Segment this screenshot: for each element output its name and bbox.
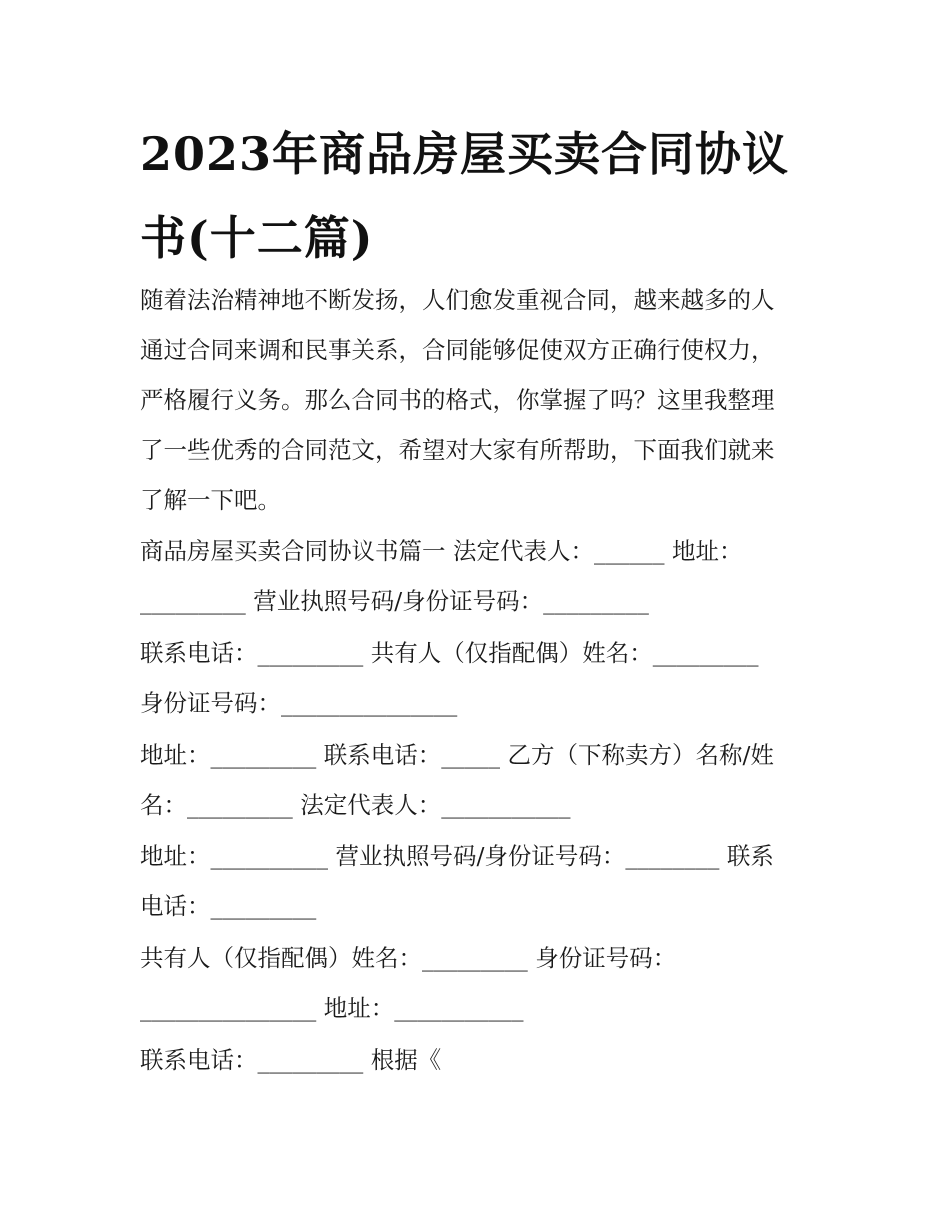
form-line-2: _________ 营业执照号码/身份证号码：_________ [140, 587, 649, 615]
form-line-1: 商品房屋买卖合同协议书篇一 法定代表人：______ 地址： [140, 537, 743, 565]
document-title [140, 112, 820, 280]
intro-line-4: 了一些优秀的合同范文，希望对大家有所帮助，下面我们就来 [140, 436, 775, 464]
form-line-11: 联系电话：_________ 根据《 [140, 1046, 442, 1074]
form-line-6: 名：_________ 法定代表人：___________ [140, 791, 571, 819]
form-line-3: 联系电话：_________ 共有人（仅指配偶）姓名：_________ [140, 639, 759, 667]
form-line-5: 地址：_________ 联系电话：_____ 乙方（下称卖方）名称/姓 [140, 741, 774, 769]
form-line-7: 地址：__________ 营业执照号码/身份证号码：________ 联系 [140, 842, 774, 870]
intro-line-2: 通过合同来调和民事关系，合同能够促使双方正确行使权力， [140, 336, 775, 364]
form-line-4: 身份证号码：_______________ [140, 689, 458, 717]
intro-line-3: 严格履行义务。那么合同书的格式，你掌握了吗？这里我整理 [140, 386, 775, 414]
form-line-8: 电话：_________ [140, 892, 317, 920]
form-line-10: _______________ 地址：___________ [140, 994, 524, 1022]
title-line-2: 书(十二篇) [140, 211, 374, 265]
form-line-9: 共有人（仅指配偶）姓名：_________ 身份证号码： [140, 944, 677, 972]
title-line-1: 2023年商品房屋买卖合同协议 [140, 127, 790, 181]
intro-line-1: 随着法治精神地不断发扬，人们愈发重视合同，越来越多的人 [140, 286, 775, 314]
intro-line-5: 了解一下吧。 [140, 486, 281, 514]
